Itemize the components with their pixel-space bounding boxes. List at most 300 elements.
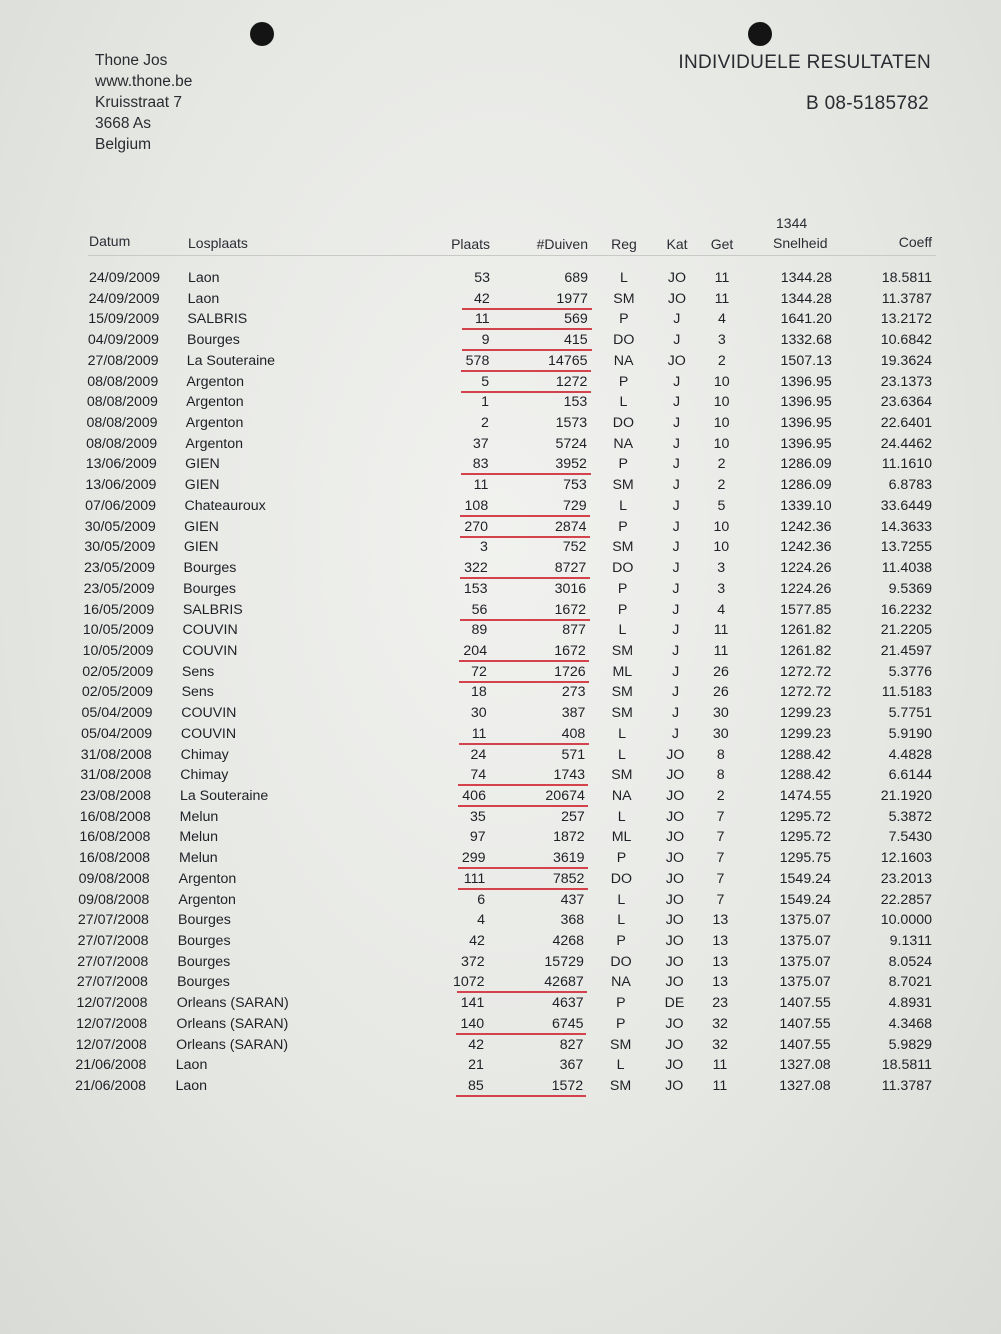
cell-duiven: 6745: [551, 1015, 584, 1032]
table-row: [0, 309, 1001, 330]
cell-coeff: 8.0524: [888, 953, 932, 970]
cell-get: 30: [712, 705, 729, 722]
cell-snelheid: 1396.95: [780, 415, 832, 432]
cell-snelheid: 1396.95: [780, 435, 832, 452]
cell-coeff: 11.5183: [881, 684, 932, 701]
table-row: [0, 786, 1001, 807]
table-row: [0, 1014, 1001, 1035]
table-row: [0, 682, 1001, 703]
cell-reg: SM: [611, 642, 634, 659]
cell-datum: 30/05/2009: [84, 518, 156, 535]
table-row: [0, 972, 1001, 993]
table-row: [0, 827, 1001, 848]
cell-kat: J: [671, 705, 680, 722]
cell-reg: ML: [611, 829, 632, 846]
cell-snelheid: 1549.24: [779, 891, 831, 908]
table-row: [0, 289, 1001, 310]
cell-plaats: 140: [460, 1015, 485, 1032]
cell-duiven: 752: [562, 539, 587, 556]
cell-duiven: 8727: [554, 560, 587, 577]
cell-duiven: 3016: [554, 580, 587, 597]
cell-get: 3: [717, 332, 726, 349]
cell-plaats: 56: [471, 601, 488, 618]
sender-country: Belgium: [95, 136, 151, 153]
cell-reg: L: [619, 497, 627, 514]
cell-losplaats: Laon: [175, 1057, 208, 1074]
cell-reg: P: [616, 995, 626, 1012]
cell-plaats: 85: [467, 1078, 484, 1095]
cell-kat: J: [672, 435, 680, 452]
cell-kat: JO: [665, 912, 684, 929]
table-row: [0, 662, 1001, 683]
cell-kat: J: [672, 663, 680, 680]
cell-plaats: 18: [471, 684, 487, 701]
cell-plaats: 21: [468, 1057, 484, 1074]
cell-get: 11: [714, 270, 730, 286]
cell-kat: J: [672, 456, 680, 473]
cell-reg: L: [617, 746, 626, 763]
cell-kat: J: [672, 622, 680, 639]
cell-snelheid: 1641.20: [780, 311, 832, 328]
cell-datum: 12/07/2008: [75, 1036, 147, 1053]
cell-duiven: 4268: [552, 933, 584, 950]
cell-kat: J: [672, 642, 680, 659]
red-underline: [456, 1095, 586, 1097]
cell-duiven: 2874: [554, 518, 587, 535]
cell-duiven: 257: [561, 808, 585, 825]
cell-datum: 23/08/2008: [80, 788, 152, 804]
cell-get: 11: [713, 622, 729, 639]
table-row: [0, 1035, 1001, 1056]
cell-snelheid: 1261.82: [780, 622, 832, 639]
table-row: [0, 848, 1001, 869]
cell-duiven: 1572: [551, 1078, 584, 1095]
table-row: [0, 351, 1001, 372]
table-row: [0, 1076, 1001, 1097]
cell-losplaats: COUVIN: [182, 622, 238, 639]
cell-reg: DO: [612, 415, 635, 432]
cell-plaats: 30: [470, 705, 487, 722]
cell-plaats: 42: [474, 290, 490, 307]
cell-kat: JO: [665, 1078, 684, 1095]
cell-snelheid: 1295.72: [779, 808, 832, 825]
sender-name: Thone Jos: [95, 52, 168, 69]
cell-losplaats: Bourges: [177, 974, 230, 991]
cell-datum: 24/09/2009: [88, 290, 160, 307]
cell-duiven: 571: [561, 746, 586, 763]
cell-losplaats: Argenton: [178, 891, 236, 908]
cell-datum: 08/08/2009: [87, 373, 159, 390]
cell-coeff: 22.2857: [880, 891, 932, 908]
cell-get: 10: [713, 394, 730, 411]
table-row: [0, 1055, 1001, 1076]
cell-kat: JO: [666, 746, 685, 763]
cell-datum: 30/05/2009: [84, 539, 156, 556]
cell-losplaats: GIEN: [184, 518, 219, 535]
cell-reg: SM: [612, 477, 634, 494]
cell-reg: L: [617, 912, 626, 929]
cell-get: 13: [712, 912, 729, 929]
cell-get: 10: [713, 518, 730, 535]
cell-plaats: 11: [474, 311, 490, 328]
cell-duiven: 1743: [553, 767, 585, 784]
cell-datum: 09/08/2008: [78, 870, 150, 887]
cell-duiven: 877: [562, 622, 586, 639]
cell-kat: JO: [667, 270, 687, 286]
cell-losplaats: Orleans (SARAN): [176, 1015, 289, 1032]
cell-plaats: 3: [480, 539, 488, 556]
cell-kat: J: [672, 518, 680, 535]
cell-snelheid: 1549.24: [779, 870, 831, 887]
cell-losplaats: Melun: [179, 850, 218, 867]
cell-losplaats: Argenton: [178, 870, 237, 887]
cell-get: 7: [716, 829, 725, 846]
cell-snelheid: 1344.28: [780, 270, 832, 286]
table-row: [0, 454, 1001, 475]
cell-datum: 02/05/2009: [82, 663, 154, 680]
cell-duiven: 14765: [548, 352, 588, 369]
cell-get: 2: [717, 352, 726, 369]
cell-plaats: 322: [464, 560, 488, 577]
cell-reg: P: [619, 311, 629, 328]
cell-plaats: 6: [477, 891, 486, 908]
ring-number: B 08-5185782: [806, 93, 929, 114]
cell-kat: J: [672, 497, 680, 514]
cell-duiven: 3952: [555, 456, 587, 473]
cell-losplaats: GIEN: [183, 539, 219, 556]
table-row: [0, 392, 1001, 413]
table-row: [0, 600, 1001, 621]
table-row: [0, 910, 1001, 931]
cell-snelheid: 1327.08: [779, 1057, 831, 1074]
cell-snelheid: 1288.42: [779, 746, 832, 763]
cell-reg: SM: [612, 539, 634, 556]
cell-coeff: 21.2205: [880, 622, 932, 639]
sender-city: 3668 As: [95, 115, 152, 132]
cell-duiven: 1672: [554, 642, 586, 659]
table-row: [0, 475, 1001, 496]
cell-coeff: 5.7751: [888, 705, 932, 722]
cell-datum: 27/07/2008: [77, 912, 149, 929]
cell-duiven: 1272: [555, 373, 588, 390]
cell-snelheid: 1507.13: [780, 352, 832, 369]
cell-coeff: 33.6449: [880, 497, 932, 514]
table-row: [0, 413, 1001, 434]
cell-plaats: 2: [480, 415, 489, 432]
cell-datum: 02/05/2009: [81, 684, 153, 701]
cell-losplaats: Sens: [181, 663, 215, 680]
cell-datum: 05/04/2009: [81, 725, 153, 742]
cell-duiven: 569: [564, 311, 588, 328]
cell-duiven: 437: [560, 891, 585, 908]
cell-get: 10: [713, 435, 730, 452]
cell-snelheid: 1242.36: [780, 518, 832, 535]
cell-reg: NA: [611, 788, 632, 804]
cell-get: 10: [713, 415, 730, 432]
cell-reg: SM: [611, 767, 633, 784]
cell-snelheid: 1577.85: [780, 601, 832, 618]
table-row: [0, 496, 1001, 517]
cell-kat: J: [672, 560, 680, 577]
cell-plaats: 204: [463, 642, 488, 659]
cell-coeff: 13.7255: [880, 539, 932, 556]
cell-coeff: 11.1610: [881, 456, 932, 473]
cell-get: 8: [716, 767, 725, 784]
cell-snelheid: 1407.55: [779, 1036, 831, 1053]
table-row: [0, 869, 1001, 890]
cell-snelheid: 1407.55: [779, 1015, 831, 1032]
cell-duiven: 273: [561, 684, 586, 701]
cell-get: 3: [717, 580, 726, 597]
cell-datum: 27/07/2008: [77, 953, 149, 970]
cell-kat: J: [672, 415, 681, 432]
cell-plaats: 578: [465, 352, 490, 369]
cell-get: 11: [713, 642, 729, 659]
cell-duiven: 1872: [553, 829, 585, 846]
cell-datum: 08/08/2009: [86, 435, 158, 452]
table-row: [0, 434, 1001, 455]
cell-losplaats: GIEN: [185, 456, 220, 473]
cell-coeff: 10.6842: [880, 332, 932, 349]
table-row: [0, 268, 1001, 289]
cell-coeff: 14.3633: [880, 518, 932, 535]
cell-datum: 16/08/2008: [79, 808, 151, 825]
cell-plaats: 37: [472, 435, 489, 452]
cell-coeff: 6.8783: [888, 477, 932, 494]
cell-coeff: 23.1373: [880, 373, 932, 390]
cell-losplaats: Argenton: [185, 415, 244, 432]
column-header-duiven: #Duiven: [536, 236, 588, 252]
document-title: INDIVIDUELE RESULTATEN: [678, 52, 931, 73]
cell-datum: 09/08/2008: [78, 891, 150, 908]
cell-losplaats: GIEN: [184, 477, 220, 494]
cell-reg: P: [617, 580, 628, 597]
cell-kat: DE: [664, 995, 685, 1012]
cell-kat: JO: [666, 808, 685, 825]
cell-get: 26: [713, 663, 729, 680]
column-header-snelheid: Snelheid: [773, 235, 828, 251]
cell-losplaats: Chimay: [180, 767, 229, 784]
cell-duiven: 387: [561, 705, 586, 722]
cell-coeff: 4.8931: [888, 995, 932, 1012]
cell-reg: SM: [613, 290, 635, 307]
cell-snelheid: 1339.10: [780, 497, 832, 514]
cell-snelheid: 1272.72: [780, 663, 832, 680]
cell-duiven: 3619: [552, 850, 585, 867]
cell-duiven: 42687: [544, 974, 584, 991]
cell-reg: DO: [612, 560, 634, 577]
cell-kat: JO: [667, 290, 686, 307]
cell-snelheid: 1375.07: [779, 933, 831, 950]
cell-losplaats: Melun: [179, 808, 219, 825]
cell-datum: 24/09/2009: [89, 270, 161, 286]
cell-losplaats: Orleans (SARAN): [176, 995, 289, 1012]
cell-reg: DO: [610, 870, 633, 887]
cell-datum: 16/05/2009: [83, 601, 155, 618]
cell-datum: 10/05/2009: [82, 642, 154, 659]
cell-reg: P: [618, 518, 628, 535]
cell-coeff: 21.1920: [880, 788, 932, 804]
cell-datum: 21/06/2008: [75, 1057, 147, 1074]
cell-datum: 27/07/2008: [76, 974, 148, 991]
cell-kat: JO: [665, 891, 684, 908]
cell-plaats: 74: [470, 767, 487, 784]
cell-plaats: 24: [470, 746, 487, 763]
cell-datum: 21/06/2008: [75, 1078, 147, 1095]
cell-plaats: 141: [460, 995, 485, 1012]
cell-losplaats: SALBRIS: [187, 311, 248, 328]
cell-plaats: 406: [462, 788, 486, 804]
cell-duiven: 367: [559, 1057, 584, 1074]
cell-kat: J: [671, 725, 679, 742]
cell-losplaats: Laon: [175, 1078, 208, 1095]
column-header-kat: Kat: [666, 236, 688, 252]
cell-duiven: 689: [564, 270, 588, 286]
cell-reg: P: [616, 933, 626, 950]
cell-get: 23: [712, 995, 729, 1012]
cell-plaats: 5: [481, 373, 490, 390]
cell-plaats: 153: [463, 580, 488, 597]
cell-snelheid: 1272.72: [779, 684, 832, 701]
cell-duiven: 1672: [554, 601, 586, 618]
cell-coeff: 4.3468: [888, 1015, 932, 1032]
cell-get: 26: [713, 684, 729, 701]
column-header-reg: Reg: [611, 236, 637, 252]
cell-plaats: 1: [481, 394, 490, 411]
cell-reg: L: [616, 1057, 625, 1074]
column-header-plaats: Plaats: [451, 236, 490, 252]
cell-datum: 23/05/2009: [84, 560, 156, 577]
cell-coeff: 5.3776: [888, 663, 932, 680]
cell-get: 2: [717, 456, 726, 473]
cell-snelheid: 1344.28: [780, 290, 832, 307]
cell-duiven: 1726: [554, 663, 586, 680]
cell-reg: NA: [611, 974, 631, 991]
cell-get: 11: [714, 290, 730, 307]
cell-kat: J: [673, 332, 681, 349]
cell-coeff: 8.7021: [888, 974, 932, 991]
cell-losplaats: COUVIN: [182, 642, 238, 659]
cell-plaats: 83: [472, 456, 489, 473]
cell-duiven: 15729: [544, 953, 584, 970]
cell-kat: JO: [665, 953, 684, 970]
cell-kat: J: [672, 580, 680, 597]
cell-plaats: 372: [461, 953, 485, 970]
header-rule: [88, 255, 936, 256]
table-row: [0, 745, 1001, 766]
column-header-coeff: Coeff: [898, 234, 932, 250]
cell-snelheid: 1299.23: [779, 725, 832, 742]
cell-reg: NA: [613, 352, 634, 369]
speed-reference-label: 1344: [776, 215, 808, 231]
cell-plaats: 11: [473, 477, 489, 494]
cell-kat: JO: [665, 1036, 684, 1053]
cell-snelheid: 1286.09: [780, 477, 832, 494]
cell-duiven: 20674: [545, 788, 585, 804]
cell-losplaats: Argenton: [185, 435, 244, 452]
cell-snelheid: 1286.09: [780, 456, 832, 473]
cell-reg: SM: [611, 705, 633, 722]
cell-snelheid: 1299.23: [779, 705, 832, 722]
cell-coeff: 5.9829: [888, 1036, 932, 1053]
cell-snelheid: 1295.75: [779, 850, 831, 867]
table-row: [0, 620, 1001, 641]
cell-kat: J: [673, 311, 681, 328]
cell-datum: 05/04/2009: [81, 705, 153, 722]
cell-get: 30: [712, 725, 729, 742]
sender-street: Kruisstraat 7: [95, 94, 183, 111]
cell-coeff: 18.5811: [881, 270, 932, 286]
cell-coeff: 10.0000: [880, 912, 932, 929]
table-row: [0, 952, 1001, 973]
cell-snelheid: 1375.07: [779, 912, 831, 929]
table-row: [0, 517, 1001, 538]
cell-snelheid: 1242.36: [780, 539, 832, 556]
cell-kat: JO: [665, 933, 684, 950]
cell-reg: L: [618, 622, 627, 639]
cell-coeff: 11.3787: [881, 290, 932, 307]
cell-snelheid: 1295.72: [779, 829, 832, 846]
cell-coeff: 24.4462: [880, 435, 932, 452]
cell-datum: 13/06/2009: [85, 456, 157, 473]
cell-snelheid: 1396.95: [780, 394, 832, 411]
cell-losplaats: Chimay: [180, 746, 229, 763]
cell-plaats: 89: [471, 622, 488, 639]
cell-reg: L: [617, 808, 626, 825]
cell-losplaats: La Souteraine: [186, 352, 276, 369]
cell-losplaats: La Souteraine: [179, 788, 269, 804]
cell-reg: P: [616, 850, 627, 867]
cell-coeff: 13.2172: [880, 311, 932, 328]
cell-duiven: 827: [559, 1036, 584, 1053]
cell-duiven: 368: [560, 912, 585, 929]
cell-reg: P: [616, 1015, 626, 1032]
cell-datum: 08/08/2009: [86, 394, 158, 411]
cell-datum: 04/09/2009: [87, 332, 159, 349]
cell-coeff: 7.5430: [888, 829, 932, 846]
cell-plaats: 42: [468, 1036, 485, 1053]
cell-reg: L: [617, 891, 626, 908]
cell-kat: JO: [665, 1015, 684, 1032]
cell-coeff: 19.3624: [880, 352, 932, 369]
column-header-datum: Datum: [89, 233, 131, 249]
cell-snelheid: 1224.26: [780, 560, 832, 577]
cell-losplaats: Chateauroux: [184, 497, 266, 514]
cell-plaats: 11: [471, 725, 487, 742]
cell-duiven: 729: [562, 497, 587, 514]
cell-coeff: 11.4038: [881, 560, 932, 577]
cell-datum: 08/08/2009: [86, 415, 158, 432]
cell-get: 2: [717, 477, 726, 494]
cell-losplaats: COUVIN: [180, 725, 237, 742]
cell-get: 13: [712, 933, 729, 950]
cell-get: 11: [712, 1078, 728, 1095]
sender-website: www.thone.be: [95, 73, 193, 90]
cell-coeff: 22.6401: [880, 415, 932, 432]
cell-plaats: 4: [477, 912, 486, 929]
cell-coeff: 18.5811: [881, 1057, 932, 1074]
cell-duiven: 7852: [552, 870, 585, 887]
cell-snelheid: 1375.07: [779, 974, 831, 991]
cell-plaats: 111: [463, 870, 486, 887]
cell-kat: JO: [666, 767, 685, 784]
table-row: [0, 931, 1001, 952]
cell-coeff: 12.1603: [880, 850, 932, 867]
cell-get: 8: [716, 746, 725, 763]
cell-get: 2: [716, 788, 725, 804]
cell-datum: 13/06/2009: [85, 477, 157, 494]
cell-snelheid: 1474.55: [779, 788, 832, 804]
